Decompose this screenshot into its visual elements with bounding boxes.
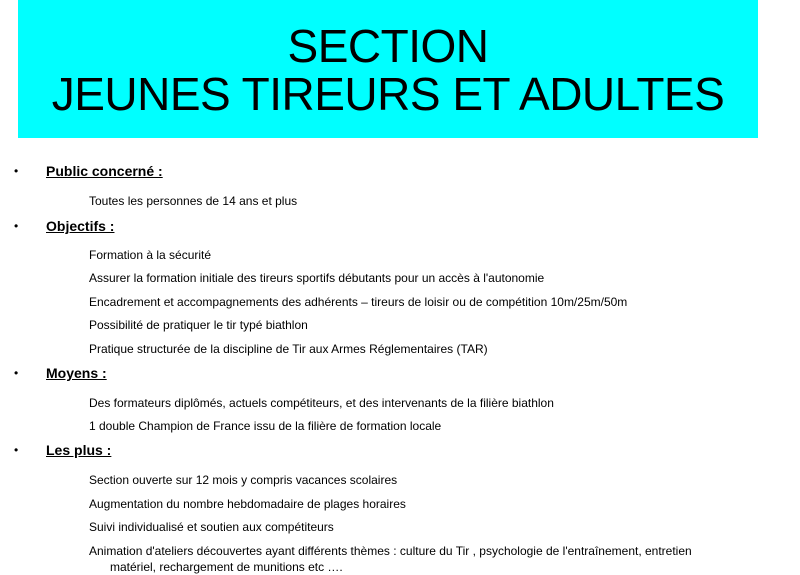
bullet-icon: • [14, 443, 19, 457]
title-line-2: JEUNES TIREURS ET ADULTES [51, 68, 725, 120]
list-item: 1 double Champion de France issu de la filière de formation locale [89, 419, 442, 433]
list-item: Section ouverte sur 12 mois y compris vacances scolaires [89, 473, 398, 487]
list-item: Formation à la sécurité [89, 248, 212, 262]
list-item: Toutes les personnes de 14 ans et plus [89, 194, 298, 208]
list-item: Possibilité de pratiquer le tir typé biathlon [89, 318, 308, 332]
list-item [89, 543, 747, 575]
list-item: Suivi individualisé et soutien aux compétiteurs [89, 520, 334, 534]
bullet-icon: • [14, 366, 19, 380]
section-heading-label: Moyens : [46, 365, 107, 381]
title-banner [18, 0, 758, 138]
section-heading-label: Les plus : [46, 442, 112, 458]
list-item: Augmentation du nombre hebdomadaire de plages horaires [89, 497, 406, 511]
list-item-line-1: Animation d'ateliers découvertes ayant différents thèmes : culture du Tir , psychologie de l'entraînement, entretien [89, 544, 692, 558]
section-heading-label: Objectifs : [46, 218, 115, 234]
bullet-icon: • [14, 164, 19, 178]
list-item-line-2: matériel, rechargement de munitions etc …. [110, 560, 343, 574]
title-line-1: SECTION [287, 20, 489, 72]
section-heading-label: Public concerné : [46, 163, 163, 179]
list-item: Pratique structurée de la discipline de Tir aux Armes Réglementaires (TAR) [89, 342, 488, 356]
section-heading-moyens [10, 364, 107, 382]
list-item: Encadrement et accompagnements des adhérents – tireurs de loisir ou de compétition 10m/25m/50m [89, 295, 628, 309]
list-item: Des formateurs diplômés, actuels compétiteurs, et des intervenants de la filière biathlon [89, 396, 554, 410]
section-heading-public [10, 162, 163, 180]
section-heading-objectifs [10, 217, 114, 235]
section-heading-les-plus [10, 441, 111, 459]
bullet-icon: • [14, 219, 19, 233]
list-item: Assurer la formation initiale des tireurs sportifs débutants pour un accès à l'autonomie [89, 271, 545, 285]
